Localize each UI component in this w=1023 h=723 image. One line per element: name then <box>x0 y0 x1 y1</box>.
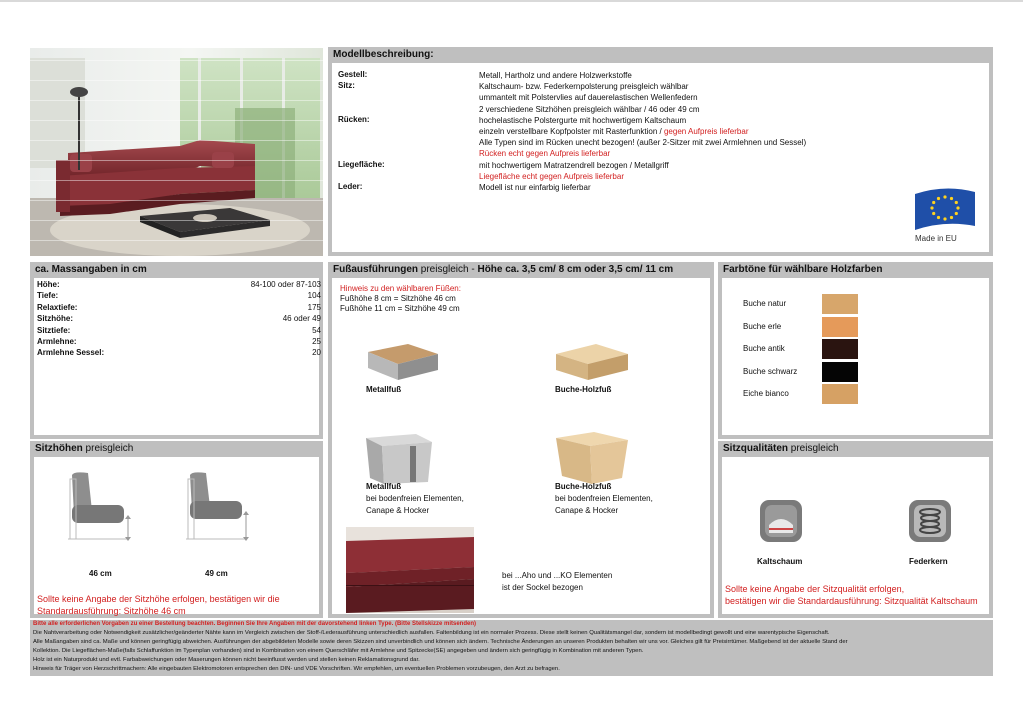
dimension-row <box>37 347 321 358</box>
seat-height-46-diagram <box>64 471 134 553</box>
feet-hint-line-2: Fußhöhe 11 cm = Sitzhöhe 49 cm <box>340 304 460 313</box>
seat-height-49-diagram <box>182 471 252 553</box>
seat-quality-header: Sitzqualitäten preisgleich <box>723 443 839 454</box>
dimension-value: 54 <box>312 325 321 335</box>
made-in-eu-badge <box>909 186 981 246</box>
beech-foot-label: Buche-Holzfuß <box>555 385 612 394</box>
wood-colors-body <box>722 278 989 435</box>
seat-heights-header: Sitzhöhen preisgleich <box>35 443 134 454</box>
model-description-panel <box>328 47 993 256</box>
footer-line: Holz ist ein Naturprodukt und evtl. Farbabweichungen oder Maserungen können nicht beeinflusst werden und stellen keinen Reklamationsgrund dar. <box>33 657 420 663</box>
beech-foot-high-label: Buche-Holzfuß <box>555 482 612 491</box>
metal-foot-high-sub-2: Canape & Hocker <box>366 506 430 515</box>
spec-value: Alle Typen sind im Rücken unecht bezogen! (außer 2-Sitzer mit zwei Armlehnen und Sessel) <box>479 138 807 148</box>
spec-label: Sitz: <box>338 81 355 91</box>
cold-foam-icon <box>759 499 803 543</box>
footer-line: Kollektion. Die Liegeflächen-Maße(falls Schlaffunktion im Typenplan vorhanden) sind in Kombination von einem Querschläfer mit Armlehne und Spitzecke(SE) angegeben und ändern sich geringfügig in Kombination mit anderen Typen. <box>33 648 644 654</box>
seat-height-note-1: Sollte keine Angabe der Sitzhöhe erfolgen, bestätigen wir die <box>37 594 280 604</box>
model-description-body <box>332 63 989 252</box>
dimension-label: Relaxtiefe: <box>37 302 78 312</box>
dimension-row <box>37 336 321 347</box>
footer-line: Die Nahtverarbeitung oder Notwendigkeit zusätzlicher/geänderter Nähte kann im Vergleich zwischen der Stoff-/Lederausführung unterschiedlich ausfallen. Faltenbildung ist ein normaler Prozess. Diese stellt keinen Qualitätsmangel dar, sondern ist modellbedingt gewollt und eine warentypische Eigenschaft. <box>33 630 830 636</box>
metal-foot-high-label: Metallfuß <box>366 482 402 491</box>
spec-value: ummantelt mit Polstervlies auf dauerelastischen Wellenfedern <box>479 93 698 103</box>
dimension-row <box>37 313 321 324</box>
dimension-value: 84-100 oder 87-103 <box>250 280 321 289</box>
sofa-photo <box>30 48 323 256</box>
wood-color-label: Buche erle <box>743 321 782 331</box>
wood-colors-header: Farbtöne für wählbare Holzfarben <box>723 264 883 275</box>
dimension-label: Tiefe: <box>37 291 59 301</box>
footer-line: Alle Maßangaben sind ca. Maße und können geringfügig abweichen. Ausführungen der abgebildeten Modelle sowie deren Skizzen sind unverbindlich und können sich ändern. Technische Änderungen an unseren Produkten behalten wir uns vor. Gleiches gilt für Preisirrtümer. Maßgebend ist der aktuelle Stand der <box>33 639 848 645</box>
spec-value: Liegefläche echt gegen Aufpreis lieferbar <box>479 171 624 181</box>
feet-panel <box>328 262 714 618</box>
spec-value: 2 verschiedene Sitzhöhen preisgleich wählbar / 46 oder 49 cm <box>479 104 700 114</box>
footer-notes-panel <box>30 620 993 676</box>
wood-color-label: Buche antik <box>743 344 785 353</box>
seat-quality-note-1: Sollte keine Angabe der Sitzqualität erfolgen, <box>725 584 905 594</box>
dimensions-panel <box>30 262 323 439</box>
seat-quality-panel <box>718 441 993 618</box>
wood-color-swatch <box>822 384 858 404</box>
eu-flag-icon <box>909 186 981 232</box>
dimension-value: 104 <box>307 291 321 301</box>
spec-value: hochelastische Polstergurte mit hochwertigem Kaltschaum <box>479 115 687 125</box>
spring-core-icon <box>908 499 952 543</box>
metal-foot-image <box>362 338 442 386</box>
wood-color-swatch <box>822 339 858 359</box>
dimension-value: 20 <box>312 348 321 358</box>
seat-heights-panel <box>30 441 323 618</box>
dimension-value: 46 oder 49 <box>282 314 321 324</box>
dimension-value: 25 <box>312 337 321 346</box>
dimension-label: Höhe: <box>37 280 60 289</box>
beech-foot-image <box>552 338 632 386</box>
seat-quality-note-2: bestätigen wir die Standardausführung: Sitzqualität Kaltschaum <box>725 596 978 606</box>
feet-body <box>332 278 710 614</box>
dimension-row <box>37 290 321 301</box>
dimensions-body <box>34 278 319 435</box>
beech-foot-high-sub-1: bei bodenfreien Elementen, <box>555 494 653 503</box>
dimension-row <box>37 302 321 313</box>
seat-height-note-2: Standardausführung: Sitzhöhe 46 cm <box>37 606 186 616</box>
spec-label: Rücken: <box>338 114 370 124</box>
wood-color-swatch <box>822 294 858 314</box>
metal-foot-high-sub-1: bei bodenfreien Elementen, <box>366 494 464 503</box>
wood-color-swatch <box>822 362 858 382</box>
feet-header: Fußausführungen preisgleich - Höhe ca. 3,5 cm/ 8 cm oder 3,5 cm/ 11 cm <box>333 264 674 275</box>
upholstered-base-note-2: ist der Sockel bezogen <box>502 583 583 592</box>
spec-label: Liegefläche: <box>338 159 385 169</box>
spec-value: Kaltschaum- bzw. Federkernpolsterung preisgleich wählbar <box>479 82 689 92</box>
made-in-eu-label: Made in EU <box>915 234 957 243</box>
upholstered-base-photo <box>346 527 474 613</box>
cold-foam-label: Kaltschaum <box>757 557 803 566</box>
beech-foot-high-sub-2: Canape & Hocker <box>555 506 619 515</box>
top-rule <box>0 0 1023 2</box>
feet-hint-title: Hinweis zu den wählbaren Füßen: <box>340 284 461 293</box>
feet-hint-line-1: Fußhöhe 8 cm = Sitzhöhe 46 cm <box>340 294 456 303</box>
model-description-header: Modellbeschreibung: <box>333 49 434 60</box>
dimension-value: 175 <box>307 302 321 312</box>
spec-value: Modell ist nur einfarbig lieferbar <box>479 183 591 192</box>
dimension-label: Sitzhöhe: <box>37 314 73 324</box>
spec-value: mit hochwertigem Matratzendrell bezogen / Metallgriff <box>479 160 669 170</box>
spec-value: Metall, Hartholz und andere Holzwerkstoffe <box>479 71 632 80</box>
wood-colors-panel <box>718 262 993 439</box>
wood-color-label: Buche schwarz <box>743 366 798 376</box>
wood-color-swatch <box>822 317 858 337</box>
spec-value: einzeln verstellbare Kopfpolster mit Rasterfunktion / gegen Aufpreis lieferbar <box>479 127 749 136</box>
wood-color-label: Eiche bianco <box>743 389 789 398</box>
upholstered-base-note-1: bei ...Aho und ...KO Elementen <box>502 571 613 580</box>
beech-foot-high-image <box>554 428 630 488</box>
wood-color-label: Buche natur <box>743 299 787 308</box>
metal-foot-high-image <box>362 428 434 488</box>
spec-label: Leder: <box>338 182 363 191</box>
dimension-row <box>37 279 321 290</box>
spec-label: Gestell: <box>338 70 368 79</box>
dimension-label: Armlehne: <box>37 337 77 346</box>
footer-line: Hinweis für Träger von Herzschrittmachern: Alle eingebauten Elektromotoren entsprechen den DIN- und VDE Vorschriften. Wir empfehlen, um eventuellen Problemen vorzubeugen, den Arzt zu befragen. <box>33 666 560 672</box>
seat-height-49-label: 49 cm <box>205 569 228 578</box>
footer-order-note: Bitte alle erforderlichen Vorgaben zu einer Bestellung beachten. Beginnen Sie Ihre Angaben mit der davorstehend linken Type. (Bitte Stellskizze mitsenden) <box>33 621 476 627</box>
seat-heights-body <box>34 457 319 614</box>
seat-quality-body <box>722 457 989 614</box>
metal-foot-label: Metallfuß <box>366 385 402 394</box>
footer-legal-text <box>33 629 848 674</box>
dimensions-header: ca. Massangaben in cm <box>35 264 147 275</box>
spring-core-label: Federkern <box>909 557 948 566</box>
dimension-label: Sitztiefe: <box>37 325 71 335</box>
dimension-row <box>37 325 321 336</box>
spec-value: Rücken echt gegen Aufpreis lieferbar <box>479 149 611 159</box>
dimension-label: Armlehne Sessel: <box>37 348 105 358</box>
seat-height-46-label: 46 cm <box>89 569 112 578</box>
